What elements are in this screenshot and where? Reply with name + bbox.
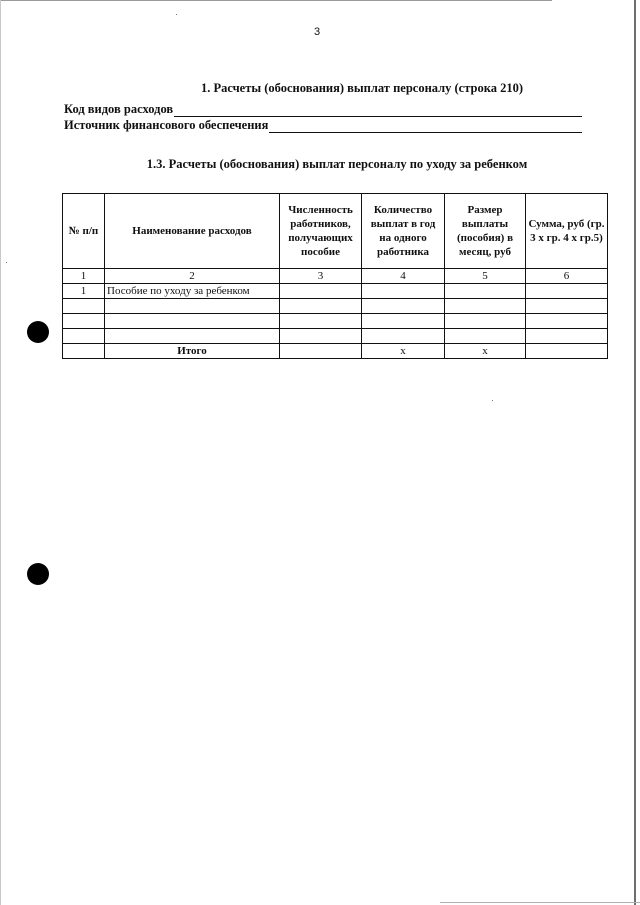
punch-hole-icon xyxy=(27,321,49,343)
fill-line[interactable] xyxy=(174,105,582,117)
table-cell[interactable] xyxy=(526,344,608,359)
table-header-row xyxy=(63,194,608,269)
subsection-title: 1.3. Расчеты (обоснования) выплат персоналу по уходу за ребенком xyxy=(146,157,528,171)
scan-speck xyxy=(176,14,177,15)
table-cell[interactable] xyxy=(280,344,362,359)
table-cell[interactable] xyxy=(280,284,362,299)
table-cell[interactable] xyxy=(526,284,608,299)
table-cell[interactable] xyxy=(105,299,280,314)
table-cell[interactable] xyxy=(280,299,362,314)
scan-right-edge xyxy=(634,0,636,905)
field-label: Источник финансового обеспечения xyxy=(64,118,269,132)
field-label: Код видов расходов xyxy=(64,102,174,116)
table-cell[interactable] xyxy=(63,329,105,344)
scan-top-edge xyxy=(0,0,552,1)
scan-left-edge xyxy=(0,0,1,905)
table-cell xyxy=(63,344,105,359)
table-cell: 4 xyxy=(362,269,445,284)
table-cell: х xyxy=(362,344,445,359)
table-cell[interactable] xyxy=(362,299,445,314)
scan-bottom-edge xyxy=(440,902,640,903)
fill-line[interactable] xyxy=(269,121,582,133)
table-cell[interactable] xyxy=(445,314,526,329)
childcare-payments-table xyxy=(62,193,608,359)
table-cell[interactable] xyxy=(105,314,280,329)
table-cell[interactable] xyxy=(63,314,105,329)
table-cell: Пособие по уходу за ребенком xyxy=(105,284,280,299)
table-cell[interactable] xyxy=(63,299,105,314)
table-cell: х xyxy=(445,344,526,359)
table-cell: 3 xyxy=(280,269,362,284)
header-expense-name: Наименование расходов xyxy=(105,194,280,269)
table-cell[interactable] xyxy=(526,314,608,329)
table-cell: 5 xyxy=(445,269,526,284)
table-index-row xyxy=(63,269,608,284)
table-row xyxy=(63,299,608,314)
table-cell: 1 xyxy=(63,269,105,284)
table-cell: 1 xyxy=(63,284,105,299)
scan-speck xyxy=(492,400,493,401)
table-row xyxy=(63,284,608,299)
table-cell[interactable] xyxy=(362,329,445,344)
table-cell[interactable] xyxy=(526,329,608,344)
field-funding-source xyxy=(64,118,582,133)
scan-speck xyxy=(6,262,7,263)
punch-hole-icon xyxy=(27,563,49,585)
table-cell[interactable] xyxy=(526,299,608,314)
table-cell[interactable] xyxy=(280,329,362,344)
table-cell[interactable] xyxy=(280,314,362,329)
header-employee-count: Численность работников, получающих пособие xyxy=(280,194,362,269)
table-cell[interactable] xyxy=(445,299,526,314)
header-number: № п/п xyxy=(63,194,105,269)
table-total-row xyxy=(63,344,608,359)
header-payments-per-year: Количество выплат в год на одного работника xyxy=(362,194,445,269)
table-cell[interactable] xyxy=(105,329,280,344)
total-label: Итого xyxy=(105,344,280,359)
table-cell[interactable] xyxy=(362,314,445,329)
field-expense-code xyxy=(64,102,582,117)
header-total-sum: Сумма, руб (гр. 3 х гр. 4 х гр.5) xyxy=(526,194,608,269)
table-row xyxy=(63,314,608,329)
table-cell[interactable] xyxy=(362,284,445,299)
table-row xyxy=(63,329,608,344)
table-cell: 2 xyxy=(105,269,280,284)
section-title: 1. Расчеты (обоснования) выплат персоналу (строка 210) xyxy=(200,81,524,95)
header-monthly-amount: Размер выплаты (пособия) в месяц, руб xyxy=(445,194,526,269)
page-number: 3 xyxy=(313,26,321,38)
table-cell[interactable] xyxy=(445,284,526,299)
table-cell[interactable] xyxy=(445,329,526,344)
table-cell: 6 xyxy=(526,269,608,284)
